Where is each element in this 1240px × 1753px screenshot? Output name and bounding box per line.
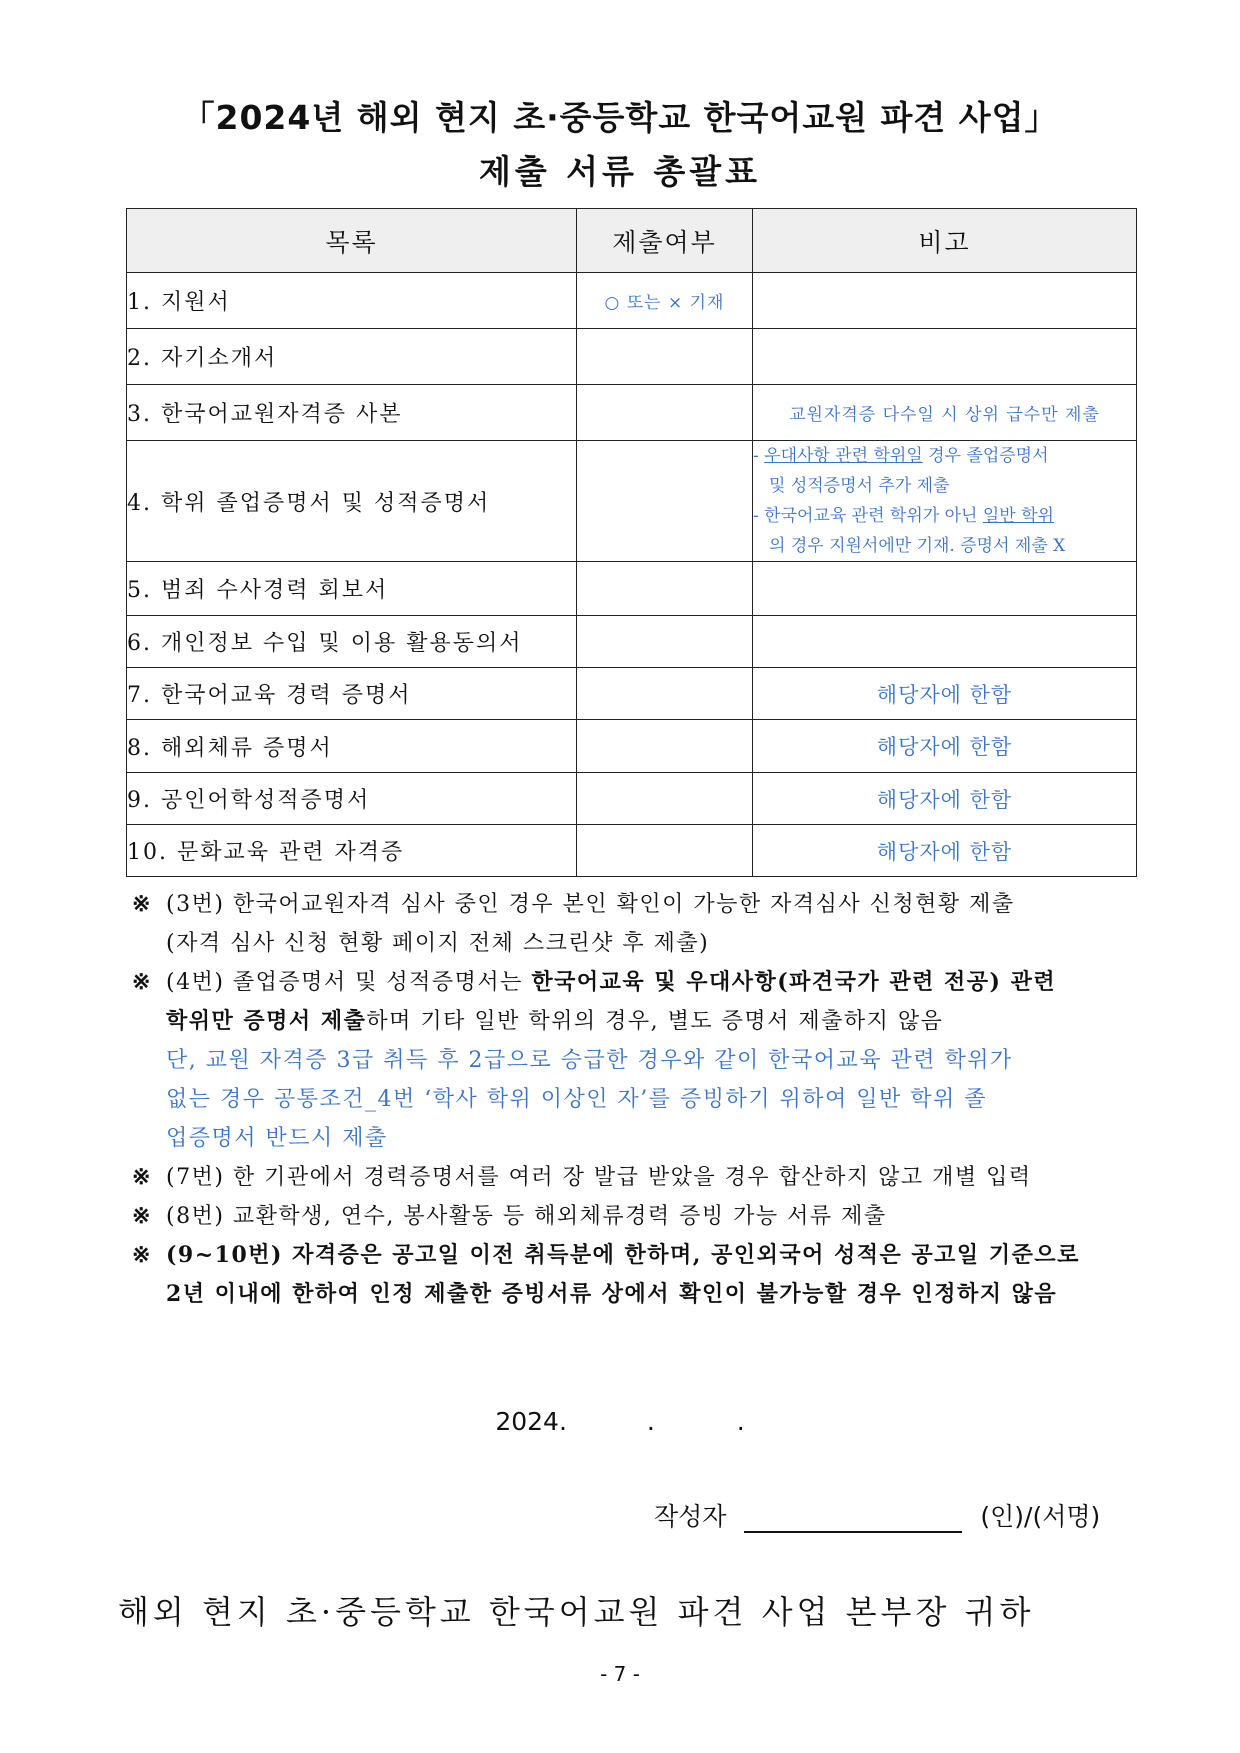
- note-line: [132, 1002, 1142, 1041]
- row-item: 4. 학위 졸업증명서 및 성적증명서: [127, 441, 577, 562]
- document-title: 「2024년 해외 현지 초·중등학교 한국어교원 파견 사업」: [181, 98, 1059, 137]
- note-line: [132, 924, 1142, 963]
- date-month-dot: .: [646, 1407, 655, 1436]
- signature-line: [654, 1497, 1100, 1533]
- row-note: [753, 385, 1137, 441]
- note-line: [132, 1275, 1142, 1314]
- note-text: 및 성적증명서 추가 제출: [769, 476, 950, 496]
- note-bold-part: 학위만 증명서 제출: [166, 1008, 367, 1034]
- note-line: [132, 885, 1142, 924]
- table-row: [127, 329, 1137, 385]
- note-text: [166, 963, 1056, 1002]
- note-text: 업증명서 반드시 제출: [166, 1126, 388, 1151]
- row-note: [753, 668, 1137, 720]
- document-subtitle: 제출 서류 총괄표: [478, 152, 762, 191]
- note-text: [166, 1002, 943, 1041]
- row-note-text: 해당자에 한함: [876, 682, 1013, 707]
- row-submit-cell[interactable]: [577, 441, 753, 562]
- note-line: [132, 1236, 1142, 1275]
- document-summary-table: [126, 208, 1137, 877]
- header-remarks: 비고: [753, 209, 1137, 273]
- row-item: 3. 한국어교원자격증 사본: [127, 385, 577, 441]
- date-year: 2024.: [495, 1407, 567, 1436]
- note-mark: ※: [132, 1203, 152, 1229]
- note-line: [132, 1080, 1142, 1119]
- row-note: [753, 273, 1137, 329]
- row-submit-cell[interactable]: [577, 668, 753, 720]
- row-submit-cell[interactable]: [577, 562, 753, 616]
- row-item: 5. 범죄 수사경력 회보서: [127, 562, 577, 616]
- row-item: 6. 개인정보 수입 및 이용 활용동의서: [127, 616, 577, 668]
- note-text: 의 경우 지원서에만 기재. 증명서 제출 X: [769, 536, 1066, 556]
- note-line: [132, 1041, 1142, 1080]
- note-line: [132, 1119, 1142, 1158]
- table-row: [127, 441, 1137, 562]
- row-submit-cell[interactable]: [577, 385, 753, 441]
- note-text: 없는 경우 공통조건_4번 ‘학사 학위 이상인 자’를 증빙하기 위하여 일반 학위 졸: [166, 1087, 987, 1112]
- row-note: [753, 773, 1137, 825]
- table-row: [127, 616, 1137, 668]
- row-submit-cell[interactable]: [577, 773, 753, 825]
- note-line: [132, 1158, 1142, 1197]
- note-bold-part: 한국어교육 및 우대사항(파견국가 관련 전공) 관련: [531, 969, 1057, 995]
- note-text: (9~10번) 자격증은 공고일 이전 취득분에 한하며, 공인외국어 성적은 공고일 기준으로: [166, 1242, 1080, 1268]
- row-item: 9. 공인어학성적증명서: [127, 773, 577, 825]
- table-row: [127, 773, 1137, 825]
- row-note: [753, 562, 1137, 616]
- row-note-text: 해당자에 한함: [876, 839, 1013, 864]
- note-mark: ※: [132, 1164, 152, 1190]
- table-row: [127, 825, 1137, 877]
- addressee: 해외 현지 초·중등학교 한국어교원 파견 사업 본부장 귀하: [118, 1593, 1035, 1631]
- row-note: [753, 441, 1137, 562]
- submit-hint: ○ 또는 × 기재: [604, 293, 725, 313]
- table-row: [127, 720, 1137, 773]
- row-submit-cell[interactable]: [577, 273, 753, 329]
- row-note-text: 해당자에 한함: [876, 735, 1013, 759]
- row-note: [753, 825, 1137, 877]
- date-day-dot: .: [736, 1407, 745, 1436]
- signature-field[interactable]: [744, 1505, 962, 1533]
- header-submitted: 제출여부: [577, 209, 753, 273]
- row-item: 1. 지원서: [127, 273, 577, 329]
- note-underlined: 우대사항 관련 학위일: [764, 446, 923, 466]
- row-submit-cell[interactable]: [577, 825, 753, 877]
- note-bullet: -: [753, 446, 765, 466]
- row-item: 2. 자기소개서: [127, 329, 577, 385]
- header-list: 목록: [127, 209, 577, 273]
- row-submit-cell[interactable]: [577, 720, 753, 773]
- table-row: [127, 273, 1137, 329]
- note-underlined: 일반 학위: [982, 506, 1054, 526]
- note-text: - 한국어교육 관련 학위가 아닌: [753, 506, 983, 526]
- note-line: [132, 1197, 1142, 1236]
- row-item: 8. 해외체류 증명서: [127, 720, 577, 773]
- row-item: 10. 문화교육 관련 자격증: [127, 825, 577, 877]
- note-text-part: 하며 기타 일반 학위의 경우, 별도 증명서 제출하지 않음: [366, 1009, 944, 1034]
- note-mark: ※: [132, 891, 152, 917]
- row-note: [753, 329, 1137, 385]
- note-text-part: (4번) 졸업증명서 및 성적증명서는: [166, 970, 532, 995]
- author-label: 작성자: [654, 1502, 727, 1531]
- note-text: (3번) 한국어교원자격 심사 중인 경우 본인 확인이 가능한 자격심사 신청현황 제출: [166, 892, 1015, 917]
- table-row: [127, 668, 1137, 720]
- page-number: - 7 -: [600, 1662, 640, 1686]
- note-text: (8번) 교환학생, 연수, 봉사활동 등 해외체류경력 증빙 가능 서류 제출: [166, 1204, 887, 1229]
- note-text: 경우 졸업증명서: [922, 446, 1049, 466]
- row-submit-cell[interactable]: [577, 616, 753, 668]
- note-text: 단, 교원 자격증 3급 취득 후 2급으로 승급한 경우와 같이 한국어교육 관련 학위가: [166, 1048, 1013, 1073]
- note-text: (자격 심사 신청 현황 페이지 전체 스크린샷 후 제출): [166, 931, 710, 956]
- row-submit-cell[interactable]: [577, 329, 753, 385]
- row-note-text: 해당자에 한함: [876, 787, 1013, 812]
- table-row: [127, 385, 1137, 441]
- row-item: 7. 한국어교육 경력 증명서: [127, 668, 577, 720]
- table-header-row: [127, 209, 1137, 273]
- notes-section: [132, 885, 1142, 1314]
- seal-label: (인)/(서명): [980, 1502, 1101, 1531]
- row-note: [753, 616, 1137, 668]
- row-note-text: 교원자격증 다수일 시 상위 급수만 제출: [789, 405, 1100, 425]
- row-note: [753, 720, 1137, 773]
- note-text: 2년 이내에 한하여 인정 제출한 증빙서류 상에서 확인이 불가능할 경우 인정하지 않음: [166, 1281, 1058, 1307]
- note-text: (7번) 한 기관에서 경력증명서를 여러 장 발급 받았을 경우 합산하지 않고 개별 입력: [166, 1165, 1032, 1190]
- note-line: [132, 963, 1142, 1002]
- date-line: [0, 1407, 1240, 1436]
- note-mark: ※: [132, 969, 152, 995]
- note-mark: ※: [132, 1242, 152, 1268]
- table-row: [127, 562, 1137, 616]
